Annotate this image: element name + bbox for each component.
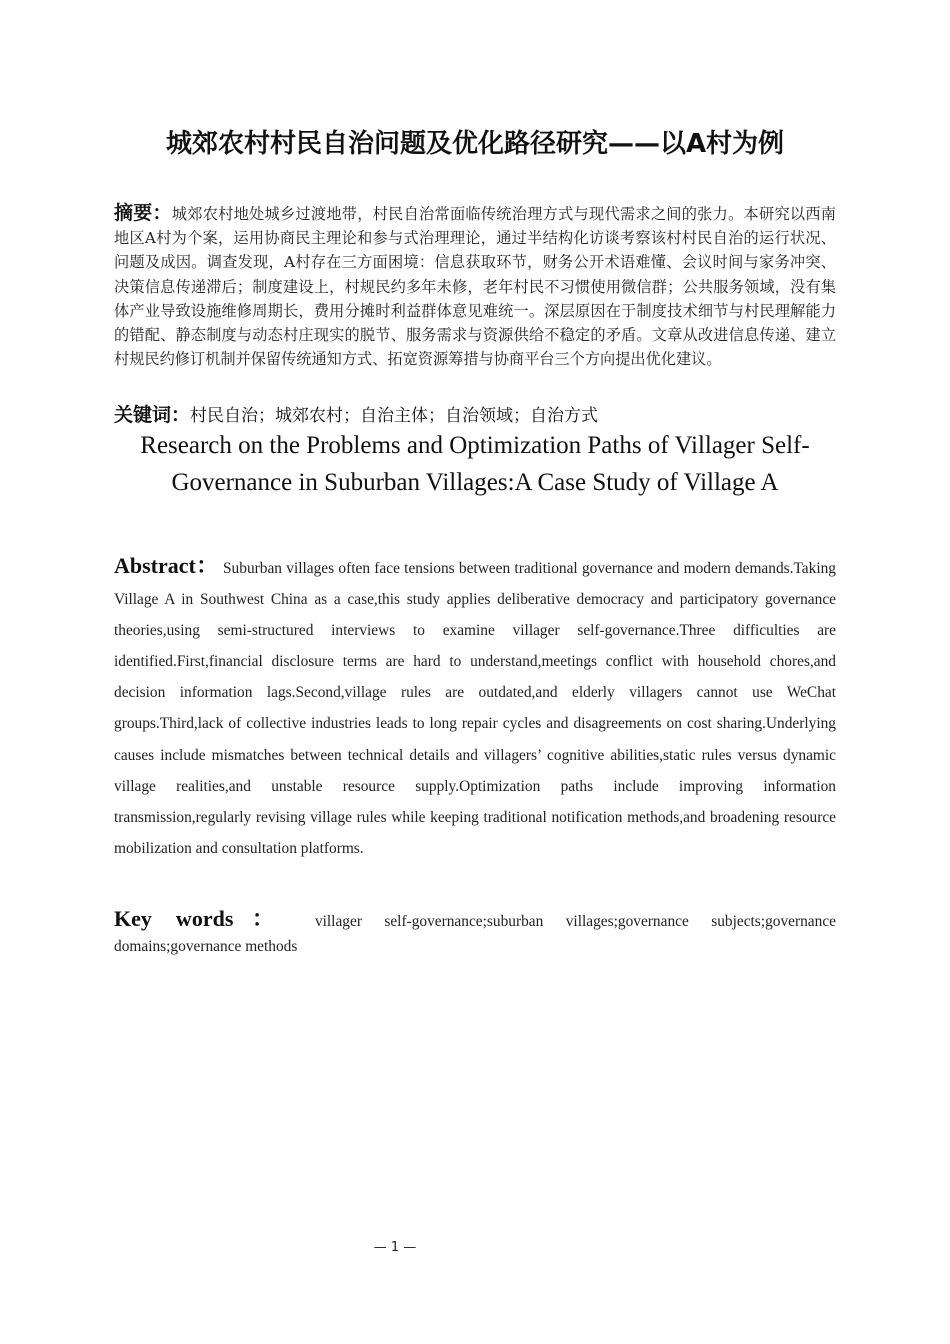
chinese-title: 城郊农村村民自治问题及优化路径研究——以A村为例	[165, 129, 785, 159]
english-keywords-text: villager self-governance;suburban villages;governance subjects;governance domains;governance methods	[114, 913, 836, 955]
english-abstract-text: Suburban villages often face tensions between traditional governance and modern demands.Taking Village A in Southwest China as a case,this study applies deliberative democracy and participatory governance theories,using semi-structured interviews to examine villager self-governance.Three difficulties are identified.First,financial disclosure terms are hard to understand,meetings conflict with household chores,and decision information lags.Second,village rules are outdated,and elderly villagers cannot use WeChat groups.Third,lack of collective industries leads to long repair cycles and disagreements on cost sharing.Underlying causes include mismatches between technical details and villagers’ cognitive abilities,static rules versus dynamic village realities,and unstable resource supply.Optimization paths include improving information transmission,regularly revising village rules while keeping traditional notification methods,and broadening resource mobilization and consultation platforms.	[114, 560, 837, 857]
page-number: — 1 —	[373, 1240, 417, 1255]
english-abstract-label: Abstract：	[114, 553, 219, 578]
chinese-keywords-label: 关键词：	[114, 404, 191, 426]
chinese-keywords	[114, 401, 836, 430]
chinese-abstract	[114, 201, 836, 371]
chinese-abstract-text: 城郊农村地处城乡过渡地带，村民自治常面临传统治理方式与现代需求之间的张力。本研究以西南地区A村为个案，运用协商民主理论和参与式治理理论，通过半结构化访谈考察该村村民自治的运行状况、问题及成因。调查发现，A村存在三方面困境：信息获取环节，财务公开术语难懂、会议时间与家务冲突、决策信息传递滞后；制度建设上，村规民约多年未修，老年村民不习惯使用微信群；公共服务领域，没有集体产业导致设施维修周期长，费用分摊时利益群体意见难统一。深层原因在于制度技术细节与村民理解能力的错配、静态制度与动态村庄现实的脱节、服务需求与资源供给不稳定的矛盾。文章从改进信息传递、建立村规民约修订机制并保留传统通知方式、拓宽资源筹措与协商平台三个方向提出优化建议。	[114, 205, 836, 369]
english-abstract	[114, 550, 836, 864]
english-title: Research on the Problems and Optimization Paths of Villager Self-Governance in Suburban Villages:A Case Study of Village A	[140, 432, 810, 496]
english-keywords	[114, 906, 836, 959]
english-keywords-label: Key words：	[114, 906, 293, 931]
chinese-keywords-text: 村民自治；城郊农村；自治主体；自治领域；自治方式	[190, 406, 599, 426]
chinese-abstract-label: 摘要：	[114, 202, 172, 224]
